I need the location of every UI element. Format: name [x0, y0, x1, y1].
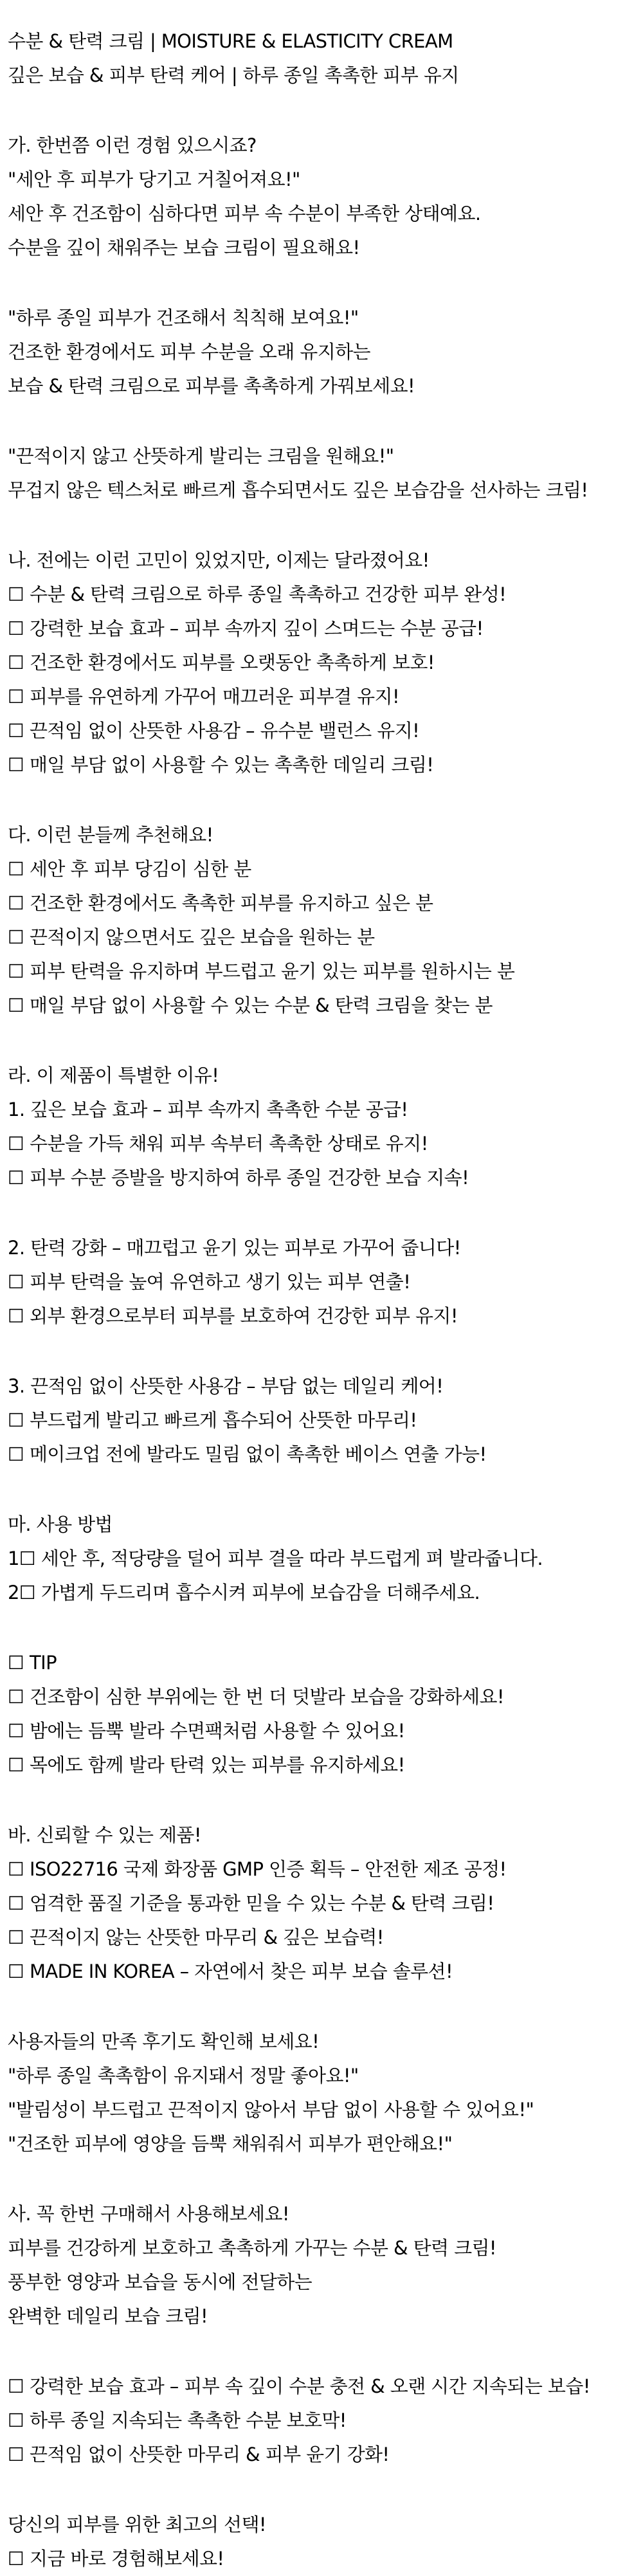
text-line: 마. 사용 방법: [8, 1513, 113, 1535]
paragraph-gap: [8, 782, 638, 818]
text-line: ☐ 지금 바로 경험해보세요!: [8, 2548, 224, 2570]
text-line: 완벽한 데일리 보습 크림!: [8, 2305, 208, 2327]
text-line: 사. 꼭 한번 구매해서 사용해보세요!: [8, 2203, 289, 2225]
paragraph-gap: [8, 507, 638, 544]
text-line: ☐ 끈적임 없이 산뜻한 사용감 – 유수분 밸런스 유지!: [8, 720, 420, 742]
text-line: ☐ 피부 탄력을 유지하며 부드럽고 윤기 있는 피부를 원하시는 분: [8, 960, 515, 982]
text-line: 세안 후 건조함이 심하다면 피부 속 수분이 부족한 상태예요.: [8, 203, 481, 224]
text-line: 바. 신뢰할 수 있는 제품!: [8, 1824, 201, 1846]
paragraph-gap: [8, 2161, 638, 2197]
paragraph-gap: [8, 1023, 638, 1059]
paragraph-gap: [8, 93, 638, 129]
text-line: ☐ 피부를 유연하게 가꾸어 매끄러운 피부결 유지!: [8, 686, 400, 708]
text-line: 다. 이런 분들께 추천해요!: [8, 824, 213, 846]
text-line: "발림성이 부드럽고 끈적이지 않아서 부담 없이 사용할 수 있어요!": [8, 2099, 534, 2121]
text-line: ☐ TIP: [8, 1652, 57, 1674]
text-line: ☐ 하루 종일 지속되는 촉촉한 수분 보호막!: [8, 2409, 347, 2431]
text-line: 사용자들의 만족 후기도 확인해 보세요!: [8, 2031, 320, 2052]
text-line: ☐ ISO22716 국제 화장품 GMP 인증 획득 – 안전한 제조 공정!: [8, 1858, 507, 1880]
text-line: 나. 전에는 이런 고민이 있었지만, 이제는 달라졌어요!: [8, 549, 430, 571]
text-line: ☐ MADE IN KOREA – 자연에서 찾은 피부 보습 솔루션!: [8, 1960, 453, 1982]
paragraph-gap: [8, 2472, 638, 2508]
text-line: ☐ 목에도 함께 발라 탄력 있는 피부를 유지하세요!: [8, 1754, 405, 1776]
paragraph-gap: [8, 403, 638, 439]
paragraph-gap: [8, 1195, 638, 1231]
document-body: [8, 24, 638, 2576]
text-line: "건조한 피부에 영양을 듬뿍 채워줘서 피부가 편안해요!": [8, 2133, 453, 2155]
paragraph-gap: [8, 1782, 638, 1818]
text-line: ☐ 수분 & 탄력 크림으로 하루 종일 촉촉하고 건강한 피부 완성!: [8, 583, 507, 605]
text-line: 풍부한 영양과 보습을 동시에 전달하는: [8, 2271, 312, 2293]
paragraph-gap: [8, 2334, 638, 2370]
text-line: 라. 이 제품이 특별한 이유!: [8, 1064, 219, 1086]
text-line: ☐ 메이크업 전에 발라도 밀림 없이 촉촉한 베이스 연출 가능!: [8, 1443, 487, 1465]
text-line: ☐ 엄격한 품질 기준을 통과한 믿을 수 있는 수분 & 탄력 크림!: [8, 1892, 494, 1914]
paragraph-gap: [8, 1333, 638, 1369]
text-line: "하루 종일 촉촉함이 유지돼서 정말 좋아요!": [8, 2065, 359, 2087]
text-line: 1☐ 세안 후, 적당량을 덜어 피부 결을 따라 부드럽게 펴 발라줍니다.: [8, 1548, 543, 1569]
text-line: ☐ 피부 탄력을 높여 유연하고 생기 있는 피부 연출!: [8, 1271, 411, 1293]
text-line: ☐ 강력한 보습 효과 – 피부 속 깊이 수분 충전 & 오랜 시간 지속되는 보습!: [8, 2375, 590, 2397]
text-line: ☐ 끈적임 없이 산뜻한 마무리 & 피부 윤기 강화!: [8, 2444, 390, 2465]
text-line: ☐ 건조한 환경에서도 촉촉한 피부를 유지하고 싶은 분: [8, 892, 433, 914]
text-line: "끈적이지 않고 산뜻하게 발리는 크림을 원해요!": [8, 445, 394, 467]
text-line: ☐ 세안 후 피부 당김이 심한 분: [8, 858, 251, 880]
text-line: 2. 탄력 강화 – 매끄럽고 윤기 있는 피부로 가꾸어 줍니다!: [8, 1237, 461, 1259]
text-line: ☐ 매일 부담 없이 사용할 수 있는 촉촉한 데일리 크림!: [8, 754, 434, 776]
text-line: "세안 후 피부가 당기고 거칠어져요!": [8, 169, 300, 190]
text-line: 수분을 깊이 채워주는 보습 크림이 필요해요!: [8, 237, 360, 259]
text-line: ☐ 끈적이지 않는 산뜻한 마무리 & 깊은 보습력!: [8, 1926, 384, 1948]
text-line: ☐ 강력한 보습 효과 – 피부 속까지 깊이 스며드는 수분 공급!: [8, 617, 484, 639]
paragraph-gap: [8, 1989, 638, 2025]
text-line: ☐ 수분을 가득 채워 피부 속부터 촉촉한 상태로 유지!: [8, 1133, 428, 1155]
text-line: 피부를 건강하게 보호하고 촉촉하게 가꾸는 수분 & 탄력 크림!: [8, 2237, 496, 2259]
text-line: 보습 & 탄력 크림으로 피부를 촉촉하게 가꿔보세요!: [8, 375, 415, 397]
paragraph-gap: [8, 265, 638, 301]
text-line: ☐ 피부 수분 증발을 방지하여 하루 종일 건강한 보습 지속!: [8, 1167, 469, 1189]
paragraph-gap: [8, 1472, 638, 1508]
text-line: 무겁지 않은 텍스처로 빠르게 흡수되면서도 깊은 보습감을 선사하는 크림!: [8, 479, 588, 501]
text-line: 가. 한번쯤 이런 경험 있으시죠?: [8, 134, 257, 156]
text-line: ☐ 건조한 환경에서도 피부를 오랫동안 촉촉하게 보호!: [8, 652, 435, 673]
text-line: 당신의 피부를 위한 최고의 선택!: [8, 2514, 266, 2535]
text-line: 2☐ 가볍게 두드리며 흡수시켜 피부에 보습감을 더해주세요.: [8, 1582, 480, 1603]
text-line: "하루 종일 피부가 건조해서 칙칙해 보여요!": [8, 307, 359, 329]
text-line: 3. 끈적임 없이 산뜻한 사용감 – 부담 없는 데일리 케어!: [8, 1375, 444, 1397]
text-line: ☐ 끈적이지 않으면서도 깊은 보습을 원하는 분: [8, 926, 375, 948]
text-line: 깊은 보습 & 피부 탄력 케어 | 하루 종일 촉촉한 피부 유지: [8, 64, 459, 86]
text-line: ☐ 매일 부담 없이 사용할 수 있는 수분 & 탄력 크림을 찾는 분: [8, 994, 493, 1016]
text-line: ☐ 외부 환경으로부터 피부를 보호하여 건강한 피부 유지!: [8, 1305, 458, 1327]
text-line: 1. 깊은 보습 효과 – 피부 속까지 촉촉한 수분 공급!: [8, 1099, 408, 1120]
text-line: 건조한 환경에서도 피부 수분을 오래 유지하는: [8, 341, 370, 363]
text-line: ☐ 밤에는 듬뿍 발라 수면팩처럼 사용할 수 있어요!: [8, 1720, 405, 1742]
text-line: 수분 & 탄력 크림 | MOISTURE & ELASTICITY CREAM: [8, 30, 453, 52]
text-line: ☐ 부드럽게 발리고 빠르게 흡수되어 산뜻한 마무리!: [8, 1409, 417, 1431]
text-line: ☐ 건조함이 심한 부위에는 한 번 더 덧발라 보습을 강화하세요!: [8, 1686, 504, 1708]
paragraph-gap: [8, 1610, 638, 1646]
